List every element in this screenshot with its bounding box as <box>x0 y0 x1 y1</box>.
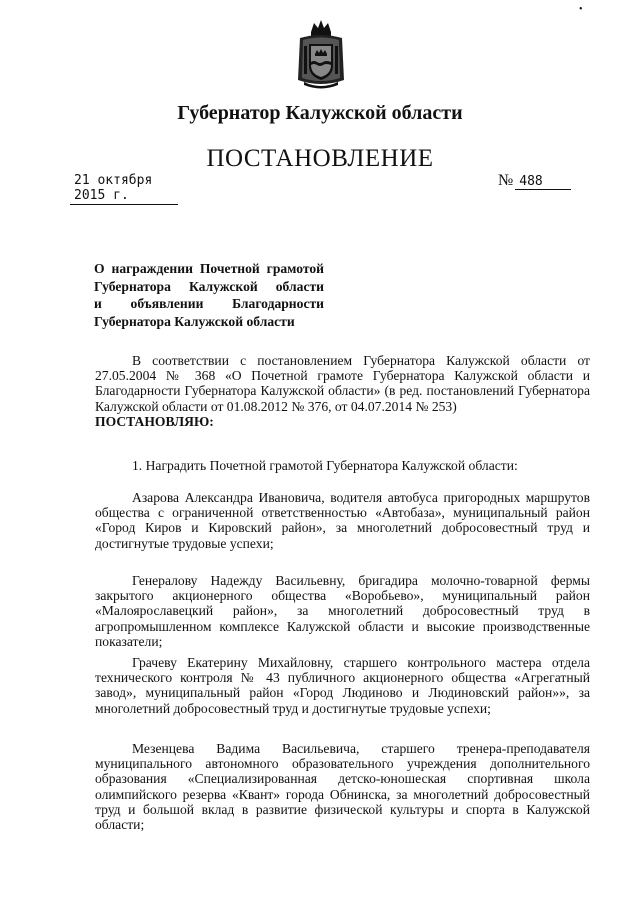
awardee-paragraph <box>95 573 590 649</box>
awardee-paragraph <box>95 490 590 551</box>
document-date: 21 октября 2015 г. <box>70 173 178 205</box>
governor-title: Губернатор Калужской области <box>177 102 463 124</box>
preamble-text: В соответствии с постановлением Губернатора Калужской области от 27.05.2004 № 368 «О Почетной грамоте Губернатора Калужской области и Благодарности Губернатора Калужской области» (в ред. постановлений Губернатора Калужской области от 01.08.2012 № 376, от 04.07.2014 № 253) <box>95 353 590 414</box>
resolve-heading: ПОСТАНОВЛЯЮ: <box>95 413 214 429</box>
document-type-heading: ПОСТАНОВЛЕНИЕ <box>206 145 434 172</box>
subject-line: и объявлении Благодарности <box>94 296 324 311</box>
awardee-text: Грачеву Екатерину Михайловну, старшего контрольного мастера отдела технического контроля № 43 публичного акционерного общества «Агрегатный завод», муниципальный район «Город Людиново и Людиновский район»», за многолетний добросовестный труд и достигнутые трудовые успехи; <box>95 655 590 716</box>
document-number <box>498 172 571 190</box>
awardee-text: Генералову Надежду Васильевну, бригадира молочно-товарной фермы закрытого акционерного общества «Воробьево», муниципальный район «Малоярославецкий район», за многолетний добросовестный труд в агропромышленном комплексе Калужской области и высокие производственные показатели; <box>95 573 590 649</box>
awardee-paragraph <box>95 741 590 832</box>
number-label: № <box>498 172 514 189</box>
item-1-heading: 1. Наградить Почетной грамотой Губернатора Калужской области: <box>132 458 518 473</box>
subject-line: Губернатора Калужской области <box>94 313 295 329</box>
awardee-text: Азарова Александра Ивановича, водителя автобуса пригородных маршрутов общества с ограниченной ответственностью «Автобаза», муниципальный район «Город Киров и Кировский район», за многолетний добросовестный труд и достигнутые трудовые успехи; <box>95 490 590 551</box>
corner-mark: • <box>579 4 583 15</box>
awardee-paragraph <box>95 655 590 716</box>
number-value: 488 <box>515 174 571 190</box>
document-subject <box>94 260 324 330</box>
subject-line: Губернатора Калужской области <box>94 278 324 294</box>
kaluga-coat-of-arms-icon <box>294 18 348 92</box>
preamble-paragraph <box>95 353 590 429</box>
awardee-text: Мезенцева Вадима Васильевича, старшего тренера-преподавателя муниципального автономного образовательного учреждения дополнительного образования «Специализированная детско-юношеская спортивная школа олимпийского резерва «Квант» города Обнинска, за многолетний добросовестный труд и большой вклад в развитие физической культуры и спорта в Калужской области; <box>95 741 590 833</box>
subject-line: О награждении Почетной грамотой <box>94 261 324 276</box>
